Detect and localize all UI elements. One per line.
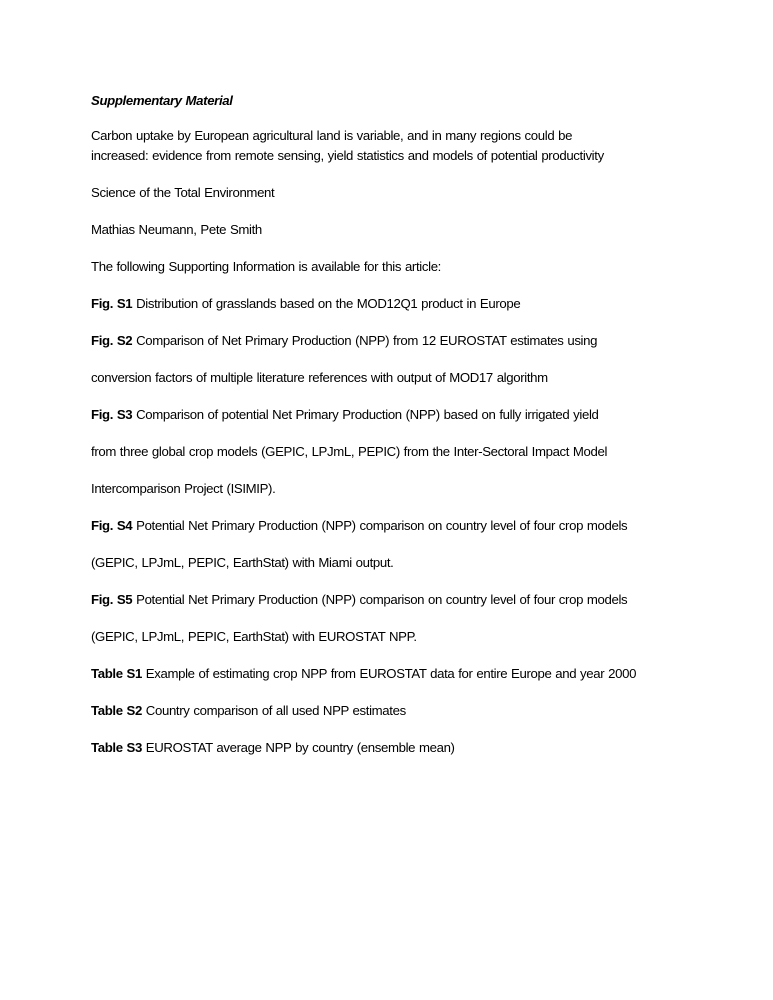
table-s2-entry [91, 701, 406, 721]
supporting-info-intro: The following Supporting Information is available for this article: [91, 259, 441, 274]
fig-s3-caption-line-3: Intercomparison Project (ISIMIP). [91, 481, 276, 496]
table-s1-label: Table S1 [91, 666, 142, 681]
table-s2-label: Table S2 [91, 703, 142, 718]
fig-s5-caption-line-2: (GEPIC, LPJmL, PEPIC, EarthStat) with EUROSTAT NPP. [91, 629, 417, 644]
table-s1-entry [91, 664, 636, 684]
fig-s1-caption: Distribution of grasslands based on the MOD12Q1 product in Europe [136, 296, 521, 311]
table-s3-entry [91, 738, 455, 758]
fig-s4-caption-line-1: Potential Net Primary Production (NPP) comparison on country level of four crop models [136, 518, 628, 533]
author-list: Mathias Neumann, Pete Smith [91, 222, 262, 237]
fig-s5-caption-line-1: Potential Net Primary Production (NPP) comparison on country level of four crop models [136, 592, 628, 607]
fig-s3-caption-line-1: Comparison of potential Net Primary Production (NPP) based on fully irrigated yield [136, 407, 599, 422]
fig-s3-entry [91, 405, 599, 425]
fig-s2-caption-line-2: conversion factors of multiple literature references with output of MOD17 algorithm [91, 370, 548, 385]
fig-s3-caption-line-2: from three global crop models (GEPIC, LPJmL, PEPIC) from the Inter-Sectoral Impact Model [91, 444, 608, 459]
table-s2-caption: Country comparison of all used NPP estimates [145, 703, 406, 718]
table-s1-caption: Example of estimating crop NPP from EUROSTAT data for entire Europe and year 2000 [145, 666, 637, 681]
section-heading: Supplementary Material [91, 93, 233, 108]
article-title-line-2: increased: evidence from remote sensing, yield statistics and models of potential productivity [91, 148, 604, 163]
fig-s4-caption-line-2: (GEPIC, LPJmL, PEPIC, EarthStat) with Miami output. [91, 555, 394, 570]
journal-name: Science of the Total Environment [91, 185, 275, 200]
table-s3-caption: EUROSTAT average NPP by country (ensemble mean) [145, 740, 455, 755]
fig-s2-entry [91, 331, 597, 351]
fig-s2-caption-line-1: Comparison of Net Primary Production (NPP) from 12 EUROSTAT estimates using [136, 333, 598, 348]
fig-s3-label: Fig. S3 [91, 407, 133, 422]
fig-s5-entry [91, 590, 627, 610]
fig-s1-label: Fig. S1 [91, 296, 133, 311]
article-title-line-1: Carbon uptake by European agricultural land is variable, and in many regions could be [91, 128, 573, 143]
table-s3-label: Table S3 [91, 740, 142, 755]
fig-s2-label: Fig. S2 [91, 333, 133, 348]
fig-s4-entry [91, 516, 627, 536]
fig-s4-label: Fig. S4 [91, 518, 133, 533]
fig-s1-entry [91, 294, 520, 314]
fig-s5-label: Fig. S5 [91, 592, 133, 607]
